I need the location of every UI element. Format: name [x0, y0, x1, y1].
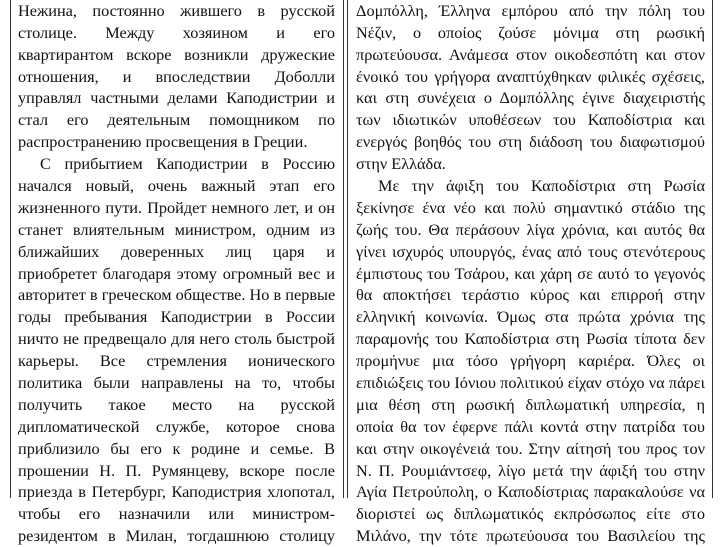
text-line: стал его деятельным помощником по — [18, 110, 335, 130]
text-line: ενεργός βοηθός του στη διάδοση του διαφωτισμού — [356, 132, 705, 152]
text-line: θα αποκτήσει τεράστιο κύρος και επιρροή στην — [356, 285, 705, 305]
text-line: διοριστεί ως διπλωματικός εκπρόσωπος είτε στο — [356, 504, 705, 524]
text-line: Δομπόλλη, Έλληνα εμπόρου από την πόλη του — [356, 0, 705, 20]
text-line: στην Ελλάδα. — [356, 154, 446, 174]
text-line: πρωτεύουσα. Ανάμεσα στον οικοδεσπότη και στον — [356, 44, 705, 64]
text-line: квартирантом вскоре возникли дружеские — [18, 44, 335, 64]
text-line: Μιλάνο, την τότε πρωτεύουσα του Βασιλείου της — [356, 526, 705, 546]
text-line: распространению просвещения в Греции. — [18, 132, 308, 152]
text-line: жизненного пути. Пройдет немного лет, и он — [18, 197, 335, 217]
greek-text-column — [347, 0, 713, 546]
text-line: Ν. Π. Ρουμιάντσεφ, λίγο μετά την άφιξή του στην — [356, 460, 705, 480]
text-line: Нежина, постоянно жившего в русской — [18, 0, 335, 20]
text-line: приобретет благодаря этому огромный вес и — [18, 263, 335, 283]
text-line: начался новый, очень важный этап его — [18, 176, 335, 196]
text-line: резидентом в Милан, тогдашнюю столицу — [18, 526, 335, 546]
text-line: приезда в Петербург, Каподистрия хлопотал, — [18, 482, 335, 502]
text-line: παραμονής του Καποδίστρια στη Ρωσία τίποτα δεν — [356, 329, 705, 349]
text-line: получить такое место на русской — [18, 394, 335, 414]
text-line: ξεκίνησε ένα νέο και πολύ σημαντικό στάδιο της — [356, 197, 705, 217]
text-line: дипломатической службе, которое снова — [18, 416, 335, 436]
text-line: προμήνυε μια τόσο γρήγορη καριέρα. Όλες οι — [356, 351, 705, 371]
text-line: карьеры. Все стремления ионического — [18, 351, 335, 371]
text-line: Με την άφιξη του Καποδίστρια στη Ρωσία — [378, 176, 705, 196]
text-line: επιδιώξεις του Ιόνιου πολιτικού είχαν στόχο να πάρει — [356, 373, 705, 393]
text-line: οποία θα τον έφερνε πάλι κοντά στην πατρίδα του — [356, 416, 705, 436]
text-line: μια θέση στη ρωσική διπλωματική υπηρεσία, η — [356, 394, 705, 414]
text-line: Αγία Πετρούπολη, ο Καποδίστριας παρακαλούσε να — [356, 482, 705, 502]
text-line: ближайших доверенных лиц царя и — [18, 241, 335, 261]
text-line: чтобы его назначили или министром- — [18, 504, 335, 524]
text-line: С прибытием Каподистрии в Россию — [40, 154, 335, 174]
text-line: και στη συνέχεια ο Δομπόλλης έγινε διαχειριστής — [356, 88, 705, 108]
text-line: годы пребывания Каподистрии в России — [18, 307, 335, 327]
text-line: столице. Между хозяином и его — [18, 22, 335, 42]
text-line: политика были направлены на то, чтобы — [18, 373, 335, 393]
text-line: ένοικό του γρήγορα αναπτύχθηκαν φιλικές σχέσεις, — [356, 66, 705, 86]
text-line: γίνει ισχυρός υπουργός, ένας από τους στενότερους — [356, 241, 705, 261]
text-line: των ιδιωτικών υποθέσεων του Καποδίστρια και — [356, 110, 705, 130]
text-line: ζωής του. Θα περάσουν λίγα χρόνια, και αυτός θα — [356, 219, 705, 239]
text-line: ничто не предвещало для него столь быстрой — [18, 329, 335, 349]
text-line: Νέζιν, ο οποίος ζούσε μόνιμα στη ρωσική — [356, 22, 705, 42]
text-line: управлял частными делами Каподистрии и — [18, 88, 335, 108]
russian-text-column — [10, 0, 344, 546]
text-line: авторитет в греческом обществе. Но в первые — [18, 285, 336, 305]
text-line: отношения, и впоследствии Доболли — [18, 66, 335, 86]
text-line: станет влиятельным министром, одним из — [18, 219, 335, 239]
text-line: και στην οικογένειά του. Στην αίτησή του προς τον — [356, 438, 705, 458]
text-line: έμπιστους του Τσάρου, και χάρη σε αυτό το γεγονός — [356, 263, 705, 283]
text-line: приблизило бы его к родине и семье. В — [18, 438, 335, 458]
text-line: прошении Н. П. Румянцеву, вскоре после — [18, 460, 335, 480]
text-line: ελληνική κοινωνία. Όμως στα πρώτα χρόνια της — [356, 307, 705, 327]
